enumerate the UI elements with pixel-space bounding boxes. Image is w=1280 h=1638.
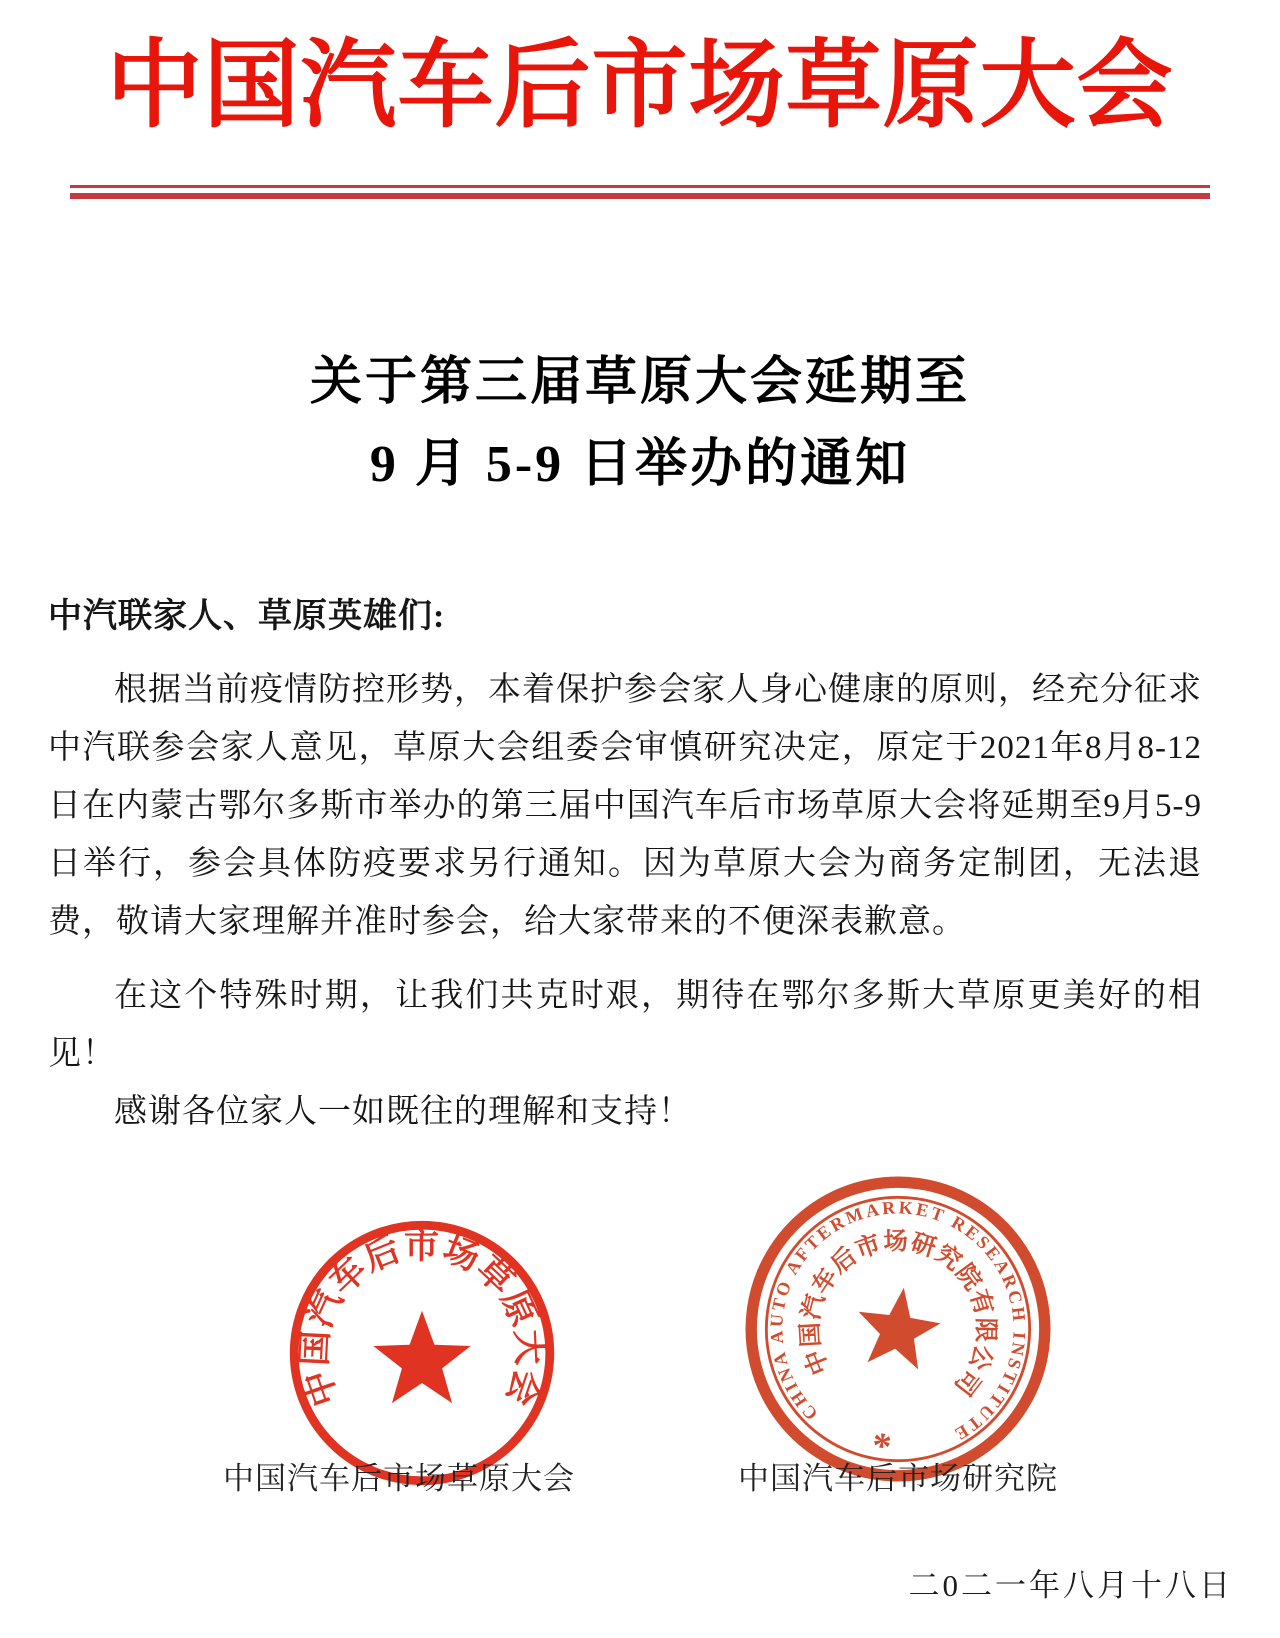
- seal-bottom-asterisk-icon: *: [869, 1424, 894, 1469]
- left-signature-name: 中国汽车后市场草原大会: [223, 1461, 575, 1496]
- divider-thick-line: [70, 193, 1210, 199]
- notice-title: [0, 342, 1280, 506]
- letterhead-title: 中国汽车后市场草原大会: [106, 32, 1174, 139]
- date-line: 二0二一年八月十八日: [908, 1568, 1233, 1603]
- seal-chinese-arc-text: 中国汽车后市场研究院有限公司: [796, 1228, 999, 1401]
- letterhead-divider: [70, 185, 1210, 199]
- grassland-conference-seal: [281, 1212, 563, 1494]
- letter-body: [48, 588, 1202, 1141]
- notice-title-line2: 9 月 5-9 日举办的通知: [369, 436, 911, 493]
- star-icon: [852, 1282, 945, 1372]
- salutation: 中汽联家人、草原英雄们:: [48, 598, 446, 635]
- notice-title-line1: 关于第三届草原大会延期至: [309, 354, 970, 411]
- star-icon: [373, 1311, 470, 1403]
- seal-arc-text: 中国汽车后市场草原大会: [295, 1226, 549, 1412]
- paragraph-2: 在这个特殊时期，让我们共克时艰，期待在鄂尔多斯大草原更美好的相见！: [48, 978, 1202, 1072]
- paragraph-1: 根据当前疫情防控形势，本着保护参会家人身心健康的原则，经充分征求中汽联参会家人意见，草原大会组委会审慎研究决定，原定于2021年8月8-12日在内蒙古鄂尔多斯市举办的第三届中国汽车后市场草原大会将延期至9月5-9日举行，参会具体防疫要求另行通知。因为草原大会为商务定制团，无法退费，敬请大家理解并准时参会，给大家带来的不便深表歉意。: [48, 672, 1202, 940]
- seal-english-arc-text: CHINA AUTO AFTERMARKET RESEARCH INSTITUTE: [766, 1197, 1030, 1446]
- grassland-conference-seal-graphic: [281, 1212, 563, 1494]
- right-signature-name: 中国汽车后市场研究院: [738, 1461, 1058, 1496]
- paragraph-3: 感谢各位家人一如既往的理解和支持！: [114, 1094, 692, 1130]
